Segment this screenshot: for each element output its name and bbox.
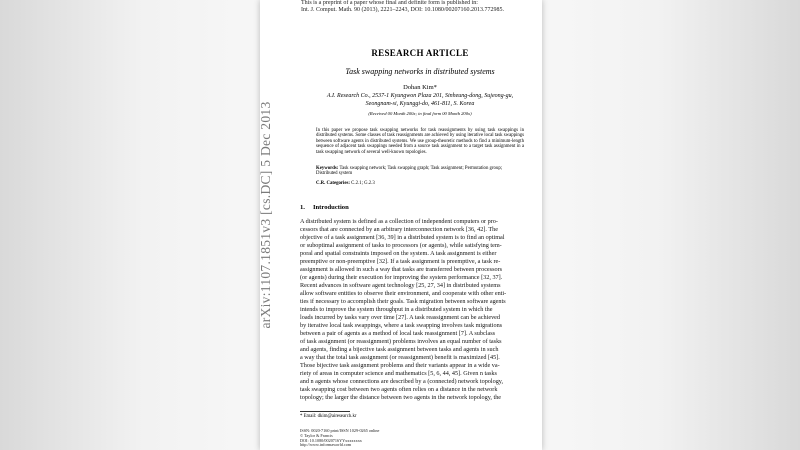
section-number: 1.: [300, 204, 305, 211]
preprint-notice-line1: This is a preprint of a paper whose final and definite form is published in:: [301, 0, 478, 6]
body-line: topology; the larger the distance between two agents in the network topology, the: [300, 394, 502, 402]
body-line: and agents, finding a bijective task assignment between tasks and agents in such: [300, 346, 499, 354]
keywords-text: Task swapping network; Task swapping graph; Task assignment; Permutation group; Distributed system: [316, 166, 503, 177]
doi-line: DOI: 10.1080/0020716YYxxxxxxxx: [300, 437, 362, 443]
author-affiliation: [300, 92, 540, 108]
affiliation-line1: A.I. Research Co., 2537-1 Kyungwon Plaza 201, Sinheung-dong, Sujeong-gu,: [326, 93, 514, 99]
preprint-notice-line2: Int. J. Comput. Math. 90 (2013), 2221–2243, DOI: 10.1080/00207160.2013.772985.: [301, 7, 504, 13]
body-line: or suboptimal assignment of tasks to processors (or agents), while satisfying tem-: [300, 242, 502, 250]
footnote-divider: [300, 411, 350, 412]
paper-title: Task swapping networks in distributed systems: [345, 67, 495, 76]
body-line: allow software entities to observe their environment, and cooperate with other enti-: [300, 290, 507, 298]
body-line: ties if necessary to accomplish their goals. Task migration between software agents: [300, 298, 506, 306]
body-line: a way that the total task assignment (or reassignment) benefit is maximized [45].: [300, 354, 500, 362]
cr-categories: [316, 181, 524, 186]
keywords: [316, 166, 524, 177]
body-line: preemptive or non-preemptive [32]. If a task assignment is preemptive, a task re-: [300, 258, 501, 266]
body-line: cessors that are connected by an arbitrary interconnection network [36, 42]. The: [300, 226, 498, 234]
body-line: (or agents) during their execution for improving the system performance [32, 37].: [300, 274, 503, 282]
abstract: In this paper we propose task swapping networks for task reassignments by using task swappings in distributed systems. Some classes of task reassignments are achieved by using iterative local task swappings between software agents in distributed systems. We use group-theoretic methods to find a minimum-length sequence of adjacent task swappings needed from a source task assignment to a target task assignment in a task swapping network of several well-known topologies.: [316, 128, 524, 155]
body-line: of task assignment (or reassignment) problems involves an equal number of tasks: [300, 338, 502, 346]
cr-categories-text: C.2.1; G.2.3: [351, 181, 375, 186]
issn-line: ISSN: 0020-7160 print/ISSN 1029-0265 online: [300, 428, 380, 433]
body-line: by iterative local task swappings, where a task swapping involves task migrations: [300, 322, 503, 330]
author-name: Dohan Kim*: [403, 84, 437, 91]
body-line: between a pair of agents as a method of local task reassignment [7]. A subclass: [300, 330, 496, 338]
body-line: poral and spatial constraints imposed on the system. A task assignment is either: [300, 250, 497, 258]
section-title: Introduction: [312, 204, 349, 211]
keywords-label: Keywords:: [316, 166, 339, 171]
body-line: task swapping cost between two agents often relies on a distance in the network: [300, 386, 498, 394]
body-line: and n agents whose connections are described by a (connected) network topology,: [300, 378, 504, 386]
body-line: Those bijective task assignment problems and their variants appear in a wide va-: [300, 362, 500, 370]
article-type: RESEARCH ARTICLE: [371, 48, 469, 58]
footnote-email: * Email: dkim@airesearch.kr: [300, 414, 357, 419]
body-line: loads incurred by tasks vary over time [27]. A task reassignment can be achieved: [300, 314, 500, 322]
introduction-body: [300, 218, 538, 402]
cr-categories-label: C.R. Categories:: [316, 181, 350, 186]
publisher-url: http://www.informaworld.com: [300, 442, 352, 448]
body-line: riety of areas in computer science and mathematics [5, 6, 44, 45]. Given n tasks: [300, 370, 497, 378]
copyright-line: © Taylor & Francis: [300, 432, 333, 438]
publication-info: [300, 429, 379, 448]
preprint-notice: [301, 0, 504, 14]
body-line: Recent advances in software agent technology [25, 27, 34] in distributed systems: [300, 282, 501, 290]
affiliation-line2: Seongnam-si, Kyunggi-do, 461-811, S. Korea: [365, 101, 475, 107]
body-line: assignment is allowed in such a way that tasks are transferred between processors: [300, 266, 503, 274]
body-line: A distributed system is defined as a collection of independent computers or pro-: [300, 218, 498, 225]
body-line: intends to improve the system throughput in a distributed system in which the: [300, 306, 493, 314]
received-dates: (Received 00 Month 200x; in final form 00 Month 200x): [368, 111, 472, 116]
section-heading: [300, 204, 349, 211]
arxiv-identifier: arXiv:1107.1851v3 [cs.DC] 5 Dec 2013: [258, 101, 273, 329]
body-line: objective of a task assignment [36, 39] in a distributed system is to find an optimal: [300, 234, 505, 242]
